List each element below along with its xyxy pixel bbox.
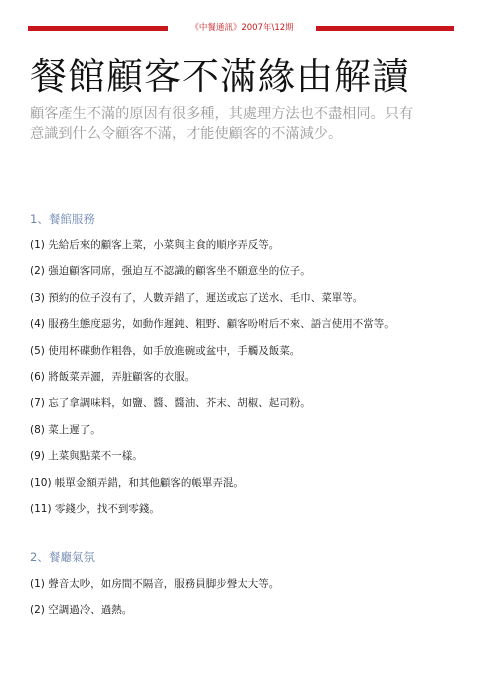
list-item: (2) 强迫顧客同席，强迫互不認識的顧客坐不願意坐的位子。 — [30, 265, 311, 278]
header-bar — [28, 24, 454, 34]
list-item: (11) 零錢少，找不到零錢。 — [30, 502, 160, 515]
list-item: (8) 菜上遲了。 — [30, 423, 101, 436]
list-item: (9) 上菜與點菜不一樣。 — [30, 450, 143, 463]
subtitle-line: 意識到什么令顧客不滿，才能使顧客的不滿減少。 — [30, 126, 343, 142]
section-heading-atmosphere: 2、餐廳氣氛 — [30, 550, 95, 564]
list-item: (5) 使用杯碟動作粗魯，如手放進碗或盆中，手觸及飯菜。 — [30, 344, 301, 357]
subtitle-line: 顧客產生不滿的原因有很多種，其處理方法也不盡相同。只有 — [30, 106, 414, 122]
list-item: (3) 預約的位子沒有了，人數弄錯了，遲送或忘了送水、毛巾、菜單等。 — [30, 291, 364, 304]
atmosphere-issue-list — [30, 576, 279, 629]
list-item: (7) 忘了拿調味料，如鹽、醬、醬油、芥末、胡椒、起司粉。 — [30, 397, 311, 410]
subtitle — [30, 104, 460, 144]
service-issue-list — [30, 237, 395, 527]
header-text: 《中餐通訊》2007年\12期 — [190, 23, 294, 33]
page-title: 餐館顧客不滿緣由解讀 — [30, 55, 410, 98]
list-item: (10) 帳單金額弄錯，和其他顧客的帳單弄混。 — [30, 476, 244, 489]
list-item: (2) 空調過冷、過熱。 — [30, 604, 133, 617]
section-heading-service: 1、餐館服務 — [30, 212, 95, 226]
list-item: (6) 將飯菜弄灑，弄脏顧客的衣服。 — [30, 370, 196, 383]
header-rule-right — [316, 26, 454, 31]
list-item: (1) 聲音太吵，如房間不隔音，服務員脚步聲太大等。 — [30, 578, 280, 590]
header-rule-left — [28, 26, 168, 31]
list-item: (1) 先給后來的顧客上菜，小菜與主食的順序弄反等。 — [30, 239, 280, 251]
list-item: (4) 服務生態度惡劣，如動作遲鈍、粗野、顧客吩咐后不來、語言使用不當等。 — [30, 318, 395, 331]
